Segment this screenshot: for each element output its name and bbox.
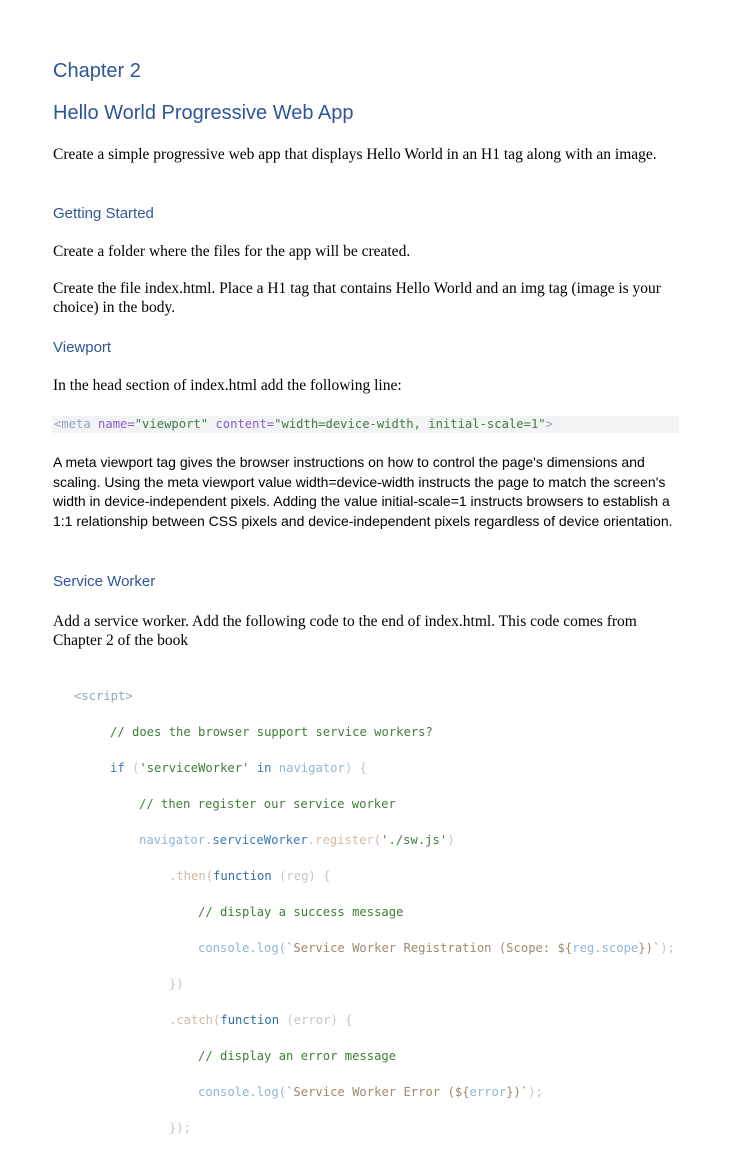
code-line: <script> bbox=[74, 689, 133, 703]
code-token: content= bbox=[215, 417, 275, 431]
code-line: // display a success message bbox=[198, 905, 404, 919]
code-line: navigator.serviceWorker.register('./sw.js') bbox=[139, 833, 455, 847]
code-line: console.log(`Service Worker Error (${error})`); bbox=[198, 1085, 543, 1099]
code-line: // then register our service worker bbox=[139, 797, 396, 811]
service-worker-paragraph: Add a service worker. Add the following code to the end of index.html. This code comes from Chapter 2 of the book bbox=[53, 613, 637, 649]
code-line: if ('serviceWorker' in navigator) { bbox=[110, 761, 367, 775]
service-worker-heading: Service Worker bbox=[53, 573, 156, 590]
chapter-label: Chapter 2 bbox=[53, 60, 141, 82]
getting-started-paragraph-2: Create the file index.html. Place a H1 tag that contains Hello World and an img tag (image is your choice) in the body. bbox=[53, 280, 661, 316]
code-token: <meta bbox=[54, 417, 99, 431]
code-token: "width=device-width, initial-scale=1" bbox=[274, 417, 546, 431]
intro-paragraph: Create a simple progressive web app that displays Hello World in an H1 tag along with an image. bbox=[53, 146, 657, 163]
code-line: // display an error message bbox=[198, 1049, 397, 1063]
code-token: name= bbox=[98, 417, 135, 431]
page-title: Hello World Progressive Web App bbox=[53, 102, 354, 124]
code-line: }) bbox=[169, 977, 184, 991]
getting-started-heading: Getting Started bbox=[53, 205, 154, 222]
viewport-heading: Viewport bbox=[53, 339, 112, 356]
code-line: .catch(function (error) { bbox=[169, 1013, 353, 1027]
service-worker-code-block bbox=[74, 669, 675, 1155]
meta-viewport-code-block bbox=[52, 416, 679, 433]
code-line: }); bbox=[169, 1121, 192, 1135]
code-token: "viewport" bbox=[134, 417, 209, 431]
code-line: // does the browser support service workers? bbox=[110, 725, 433, 739]
viewport-paragraph-1: In the head section of index.html add the following line: bbox=[53, 377, 402, 394]
getting-started-paragraph-1: Create a folder where the files for the app will be created. bbox=[53, 243, 411, 260]
viewport-paragraph-2: A meta viewport tag gives the browser instructions on how to control the page's dimensions and scaling. Using the meta viewport value width=device-width instructs the page to match the screen's width in device-independent pixels. Adding the value initial-scale=1 instructs browsers to establish a 1:1 relationship between CSS pixels and device-independent pixels regardless of device orientation. bbox=[53, 454, 673, 529]
code-token: > bbox=[545, 417, 553, 431]
code-line: .then(function (reg) { bbox=[169, 869, 331, 883]
code-line: console.log(`Service Worker Registration (Scope: ${reg.scope})`); bbox=[198, 941, 675, 955]
